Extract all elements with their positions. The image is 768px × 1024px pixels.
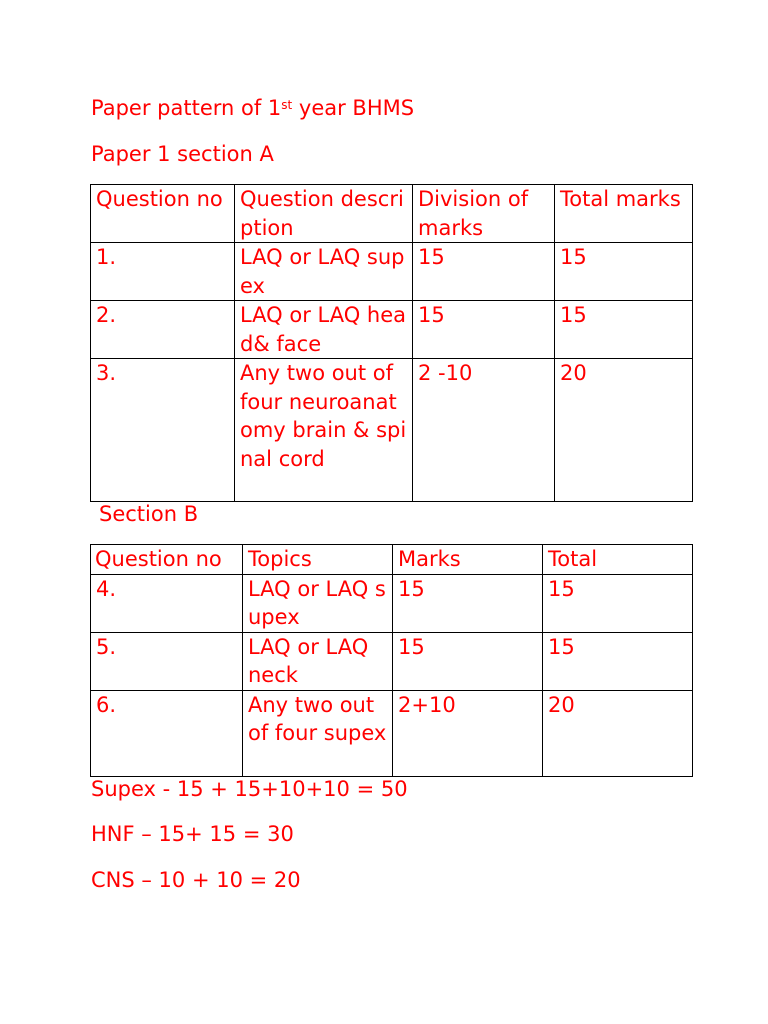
table-row <box>91 359 693 502</box>
table-cell: LAQ or LAQ supex <box>243 574 393 632</box>
header-cell: Total <box>543 545 693 575</box>
header-cell: Total marks <box>555 185 693 243</box>
table-cell: 15 <box>393 632 543 690</box>
table-cell: 2. <box>91 301 235 359</box>
header-cell: Question no <box>91 545 243 575</box>
title-superscript: st <box>281 98 293 112</box>
section-b-table <box>90 544 693 777</box>
summary-supex: Supex - 15 + 15+10+10 = 50 <box>91 777 408 801</box>
table-cell: 15 <box>543 632 693 690</box>
table-cell: LAQ or LAQ head& face <box>235 301 413 359</box>
table-cell: 3. <box>91 359 235 502</box>
table-cell: Any two out of four neuroanatomy brain & spinal cord <box>235 359 413 502</box>
table-cell: 4. <box>91 574 243 632</box>
table-cell: 2+10 <box>393 690 543 776</box>
section-b-title: Section B <box>99 502 199 526</box>
title-suffix: year BHMS <box>292 96 415 120</box>
table-row <box>91 301 693 359</box>
table-cell: 20 <box>543 690 693 776</box>
table-header-row <box>91 185 693 243</box>
table-cell: 20 <box>555 359 693 502</box>
table-cell: 1. <box>91 243 235 301</box>
page-title <box>91 94 414 122</box>
title-prefix: Paper pattern of 1 <box>91 96 282 120</box>
table-header-row <box>91 545 693 575</box>
table-cell: Any two out of four supex <box>243 690 393 776</box>
table-cell: 6. <box>91 690 243 776</box>
table-cell: 15 <box>413 301 555 359</box>
summary-hnf: HNF – 15+ 15 = 30 <box>91 822 294 846</box>
section-a-table <box>90 184 693 502</box>
table-cell: 15 <box>555 243 693 301</box>
table-cell: 15 <box>543 574 693 632</box>
table-cell: 15 <box>393 574 543 632</box>
header-cell: Question no <box>91 185 235 243</box>
header-cell: Marks <box>393 545 543 575</box>
header-cell: Division of marks <box>413 185 555 243</box>
table-cell: 15 <box>555 301 693 359</box>
table-row <box>91 243 693 301</box>
table-row <box>91 690 693 776</box>
table-cell: LAQ or LAQ neck <box>243 632 393 690</box>
header-cell: Topics <box>243 545 393 575</box>
table-cell: 2 -10 <box>413 359 555 502</box>
summary-cns: CNS – 10 + 10 = 20 <box>91 868 301 892</box>
table-row <box>91 632 693 690</box>
table-row <box>91 574 693 632</box>
section-a-title: Paper 1 section A <box>91 142 274 166</box>
table-cell: 5. <box>91 632 243 690</box>
table-cell: LAQ or LAQ supex <box>235 243 413 301</box>
table-cell: 15 <box>413 243 555 301</box>
header-cell: Question description <box>235 185 413 243</box>
